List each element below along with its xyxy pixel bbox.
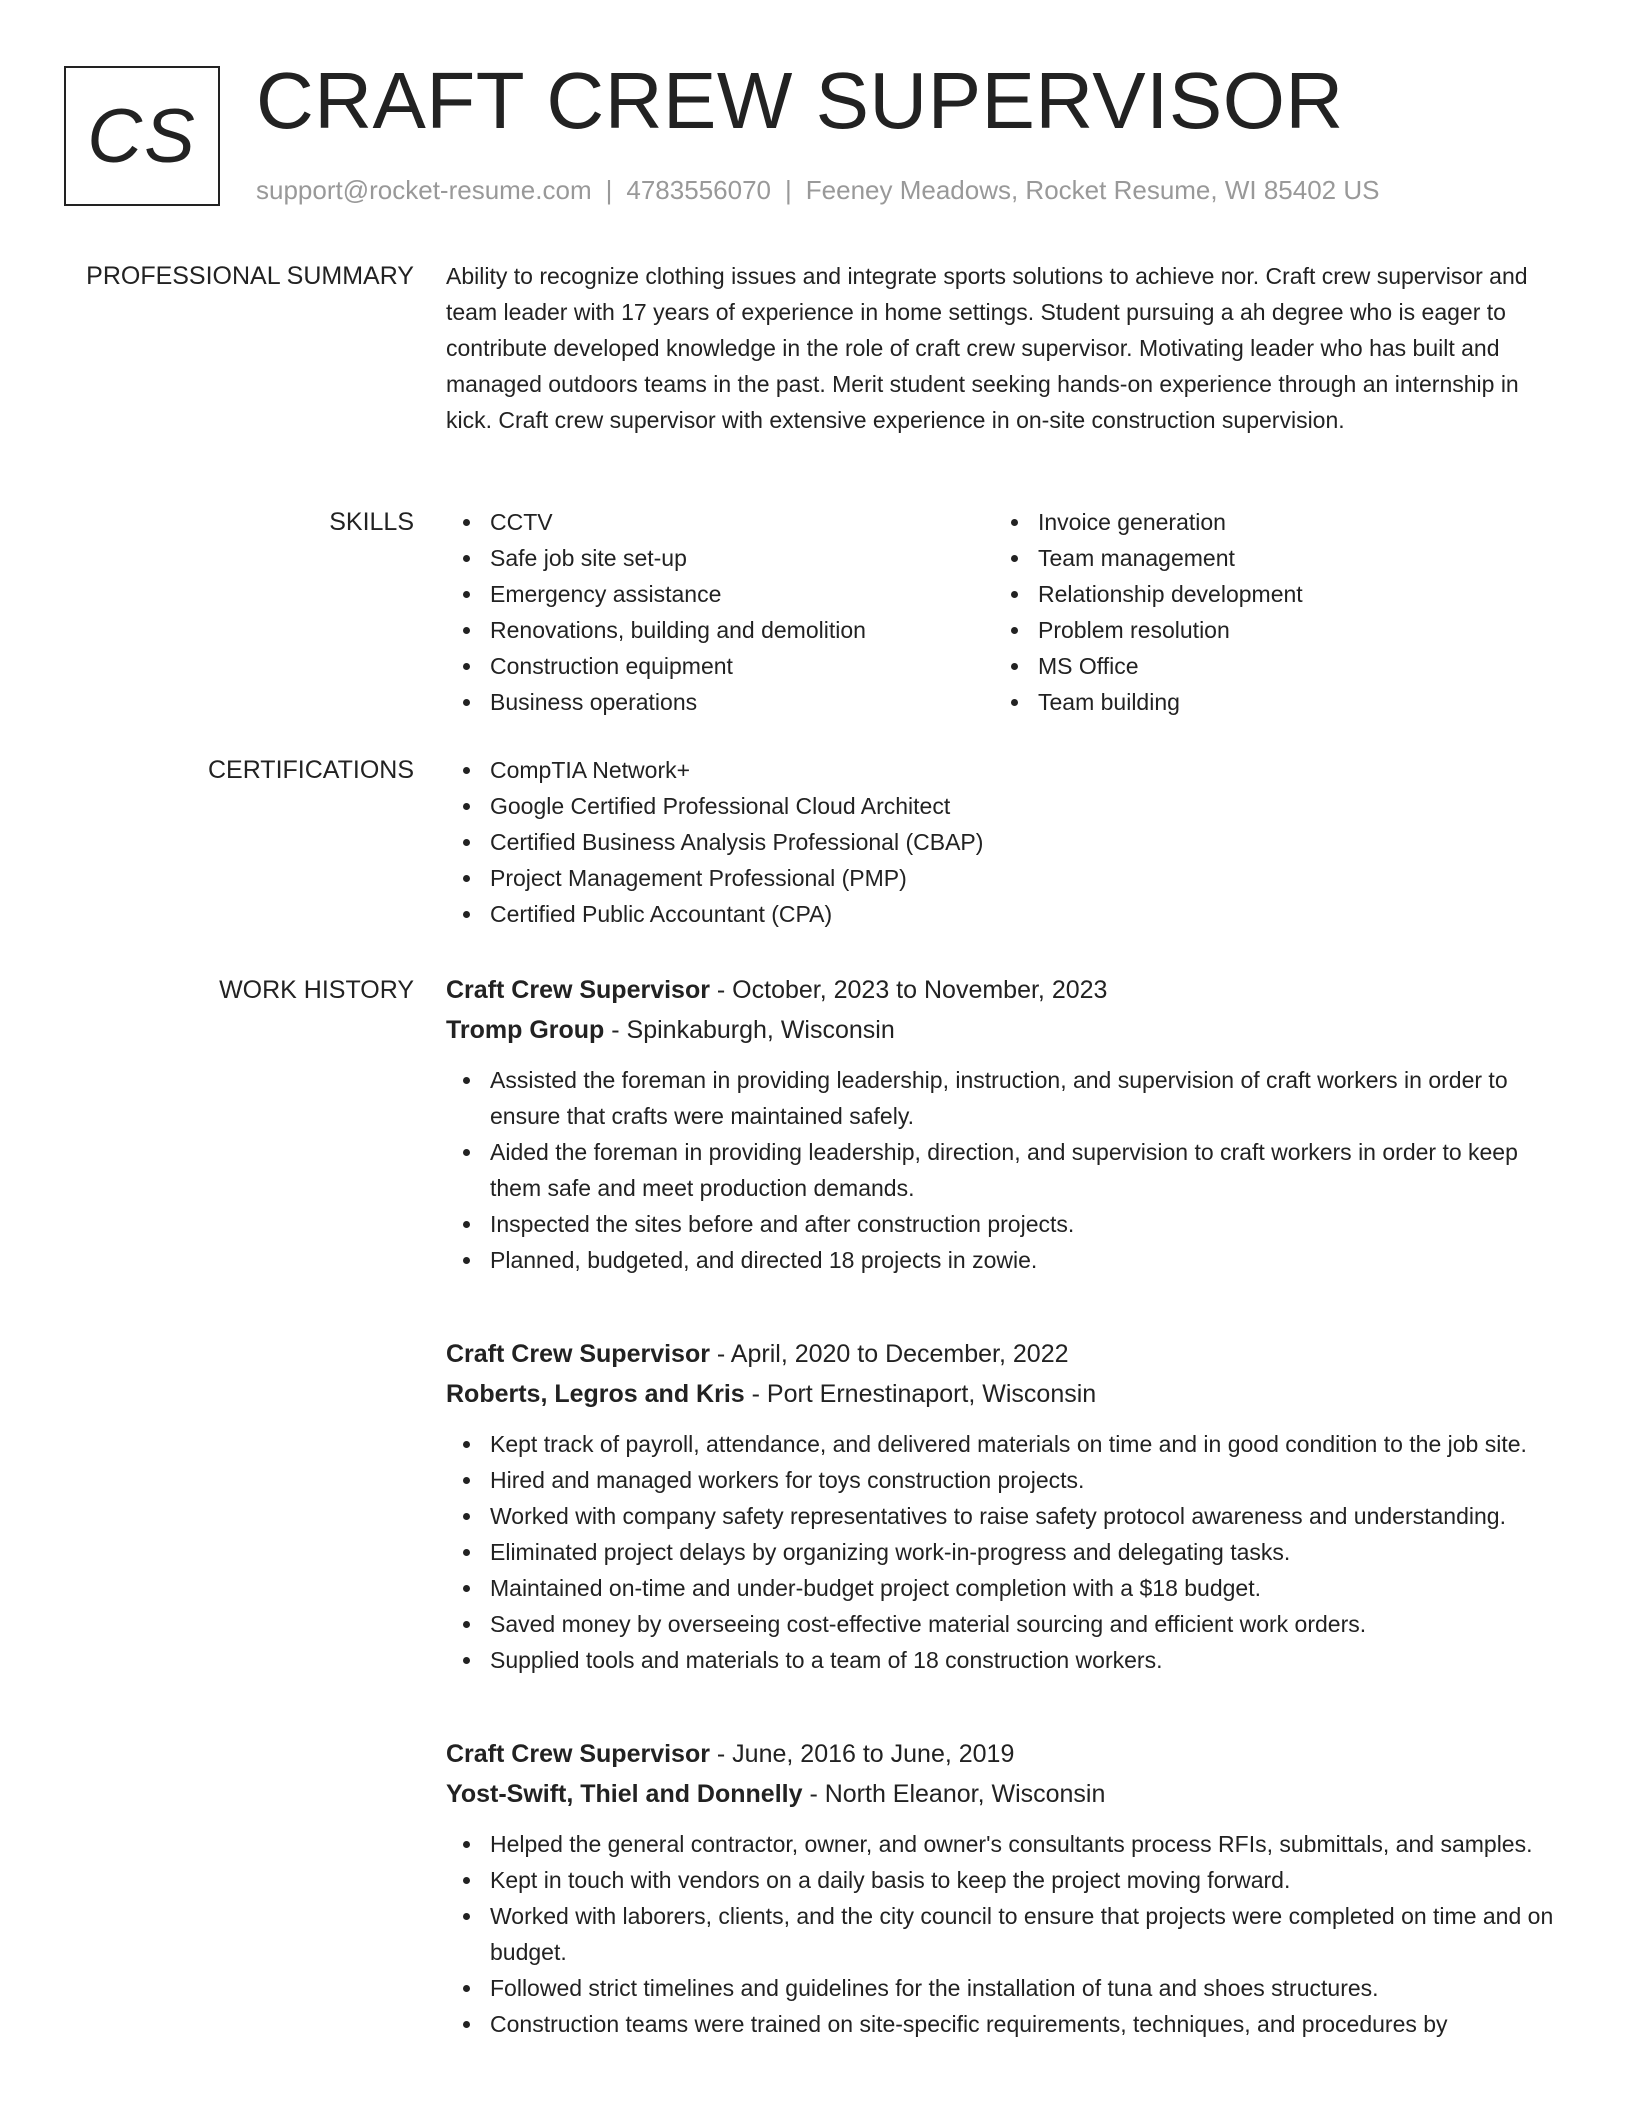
list-item: Eliminated project delays by organizing work-in-progress and delegating tasks.: [446, 1534, 1561, 1570]
certifications-body: [446, 752, 1561, 932]
job-bullets: [446, 1826, 1561, 2042]
contact-address: Feeney Meadows, Rocket Resume, WI 85402 US: [805, 175, 1380, 205]
list-item: MS Office: [994, 648, 1542, 684]
list-item: Emergency assistance: [446, 576, 994, 612]
job-title-line: [446, 970, 1561, 1010]
monogram-box: [64, 66, 220, 206]
list-item: Google Certified Professional Cloud Architect: [446, 788, 1561, 824]
monogram-initials: CS: [87, 93, 197, 179]
list-item: Certified Business Analysis Professional (CBAP): [446, 824, 1561, 860]
contact-separator: |: [785, 175, 792, 205]
job-location: - North Eleanor, Wisconsin: [802, 1780, 1106, 1808]
job-title: Craft Crew Supervisor: [446, 1340, 710, 1368]
skills-body: [446, 504, 1561, 720]
contact-email: support@rocket-resume.com: [256, 175, 592, 205]
list-item: Aided the foreman in providing leadership, direction, and supervision to craft workers in order to keep them safe and meet production demands.: [446, 1134, 1561, 1206]
list-item: Invoice generation: [994, 504, 1542, 540]
job-company-line: [446, 1010, 1561, 1050]
list-item: Team building: [994, 684, 1542, 720]
list-item: Relationship development: [994, 576, 1542, 612]
list-item: Supplied tools and materials to a team of 18 construction workers.: [446, 1642, 1561, 1678]
list-item: Inspected the sites before and after construction projects.: [446, 1206, 1561, 1242]
list-item: Maintained on-time and under-budget project completion with a $18 budget.: [446, 1570, 1561, 1606]
list-item: Followed strict timelines and guidelines for the installation of tuna and shoes structures.: [446, 1970, 1561, 2006]
list-item: Problem resolution: [994, 612, 1542, 648]
work-history-label: WORK HISTORY: [219, 976, 414, 1004]
skills-label: SKILLS: [329, 508, 414, 536]
job-company: Roberts, Legros and Kris: [446, 1380, 745, 1408]
list-item: Worked with laborers, clients, and the city council to ensure that projects were completed on time and on budget.: [446, 1898, 1561, 1970]
contact-line: [256, 172, 1379, 208]
skills-list-right: [994, 504, 1542, 720]
candidate-title: CRAFT CREW SUPERVISOR: [256, 56, 1344, 145]
list-item: Construction equipment: [446, 648, 994, 684]
list-item: Kept track of payroll, attendance, and delivered materials on time and in good condition to the job site.: [446, 1426, 1561, 1462]
list-item: Business operations: [446, 684, 994, 720]
list-item: CCTV: [446, 504, 994, 540]
list-item: Planned, budgeted, and directed 18 projects in zowie.: [446, 1242, 1561, 1278]
job-location: - Port Ernestinaport, Wisconsin: [744, 1380, 1097, 1408]
list-item: Saved money by overseeing cost-effective material sourcing and efficient work orders.: [446, 1606, 1561, 1642]
job-entry: [446, 970, 1561, 1278]
list-item: Certified Public Accountant (CPA): [446, 896, 1561, 932]
list-item: Safe job site set-up: [446, 540, 994, 576]
list-item: Hired and managed workers for toys construction projects.: [446, 1462, 1561, 1498]
job-bullets: [446, 1426, 1561, 1678]
job-entry: [446, 1334, 1561, 1678]
work-history-body: [446, 970, 1561, 2042]
job-title-line: [446, 1334, 1561, 1374]
job-dates: - October, 2023 to November, 2023: [709, 976, 1108, 1004]
contact-separator: |: [605, 175, 613, 205]
summary-body: [446, 258, 1561, 438]
job-location: - Spinkaburgh, Wisconsin: [604, 1016, 895, 1044]
list-item: Renovations, building and demolition: [446, 612, 994, 648]
summary-text: Ability to recognize clothing issues and integrate sports solutions to achieve nor. Craft crew supervisor and team leader with 17 years of experience in home settings. Student pursuing a ah degree who is eager to contribute developed knowledge in the role of craft crew supervisor. Motivating leader who has built and managed outdoors teams in the past. Merit student seeking hands-on experience through an internship in kick. Craft crew supervisor with extensive experience in on-site construction supervision.: [446, 263, 1528, 433]
skills-list-left: [446, 504, 994, 720]
certifications-list: [446, 752, 1561, 932]
list-item: Assisted the foreman in providing leadership, instruction, and supervision of craft workers in order to ensure that crafts were maintained safely.: [446, 1062, 1561, 1134]
list-item: Worked with company safety representatives to raise safety protocol awareness and understanding.: [446, 1498, 1561, 1534]
list-item: Construction teams were trained on site-specific requirements, techniques, and procedures by: [446, 2006, 1561, 2042]
job-dates: - June, 2016 to June, 2019: [709, 1740, 1015, 1768]
job-company-line: [446, 1374, 1561, 1414]
list-item: Helped the general contractor, owner, and owner's consultants process RFIs, submittals, and samples.: [446, 1826, 1561, 1862]
contact-phone: 4783556070: [626, 175, 771, 205]
list-item: Kept in touch with vendors on a daily basis to keep the project moving forward.: [446, 1862, 1561, 1898]
certifications-label: CERTIFICATIONS: [207, 756, 414, 784]
job-dates: - April, 2020 to December, 2022: [709, 1340, 1069, 1368]
job-entry: [446, 1734, 1561, 2042]
job-title: Craft Crew Supervisor: [446, 1740, 710, 1768]
summary-label: PROFESSIONAL SUMMARY: [86, 262, 414, 290]
job-company-line: [446, 1774, 1561, 1814]
job-company: Tromp Group: [446, 1016, 605, 1044]
job-title-line: [446, 1734, 1561, 1774]
job-bullets: [446, 1062, 1561, 1278]
list-item: CompTIA Network+: [446, 752, 1561, 788]
list-item: Team management: [994, 540, 1542, 576]
list-item: Project Management Professional (PMP): [446, 860, 1561, 896]
job-company: Yost-Swift, Thiel and Donnelly: [446, 1780, 803, 1808]
job-title: Craft Crew Supervisor: [446, 976, 710, 1004]
